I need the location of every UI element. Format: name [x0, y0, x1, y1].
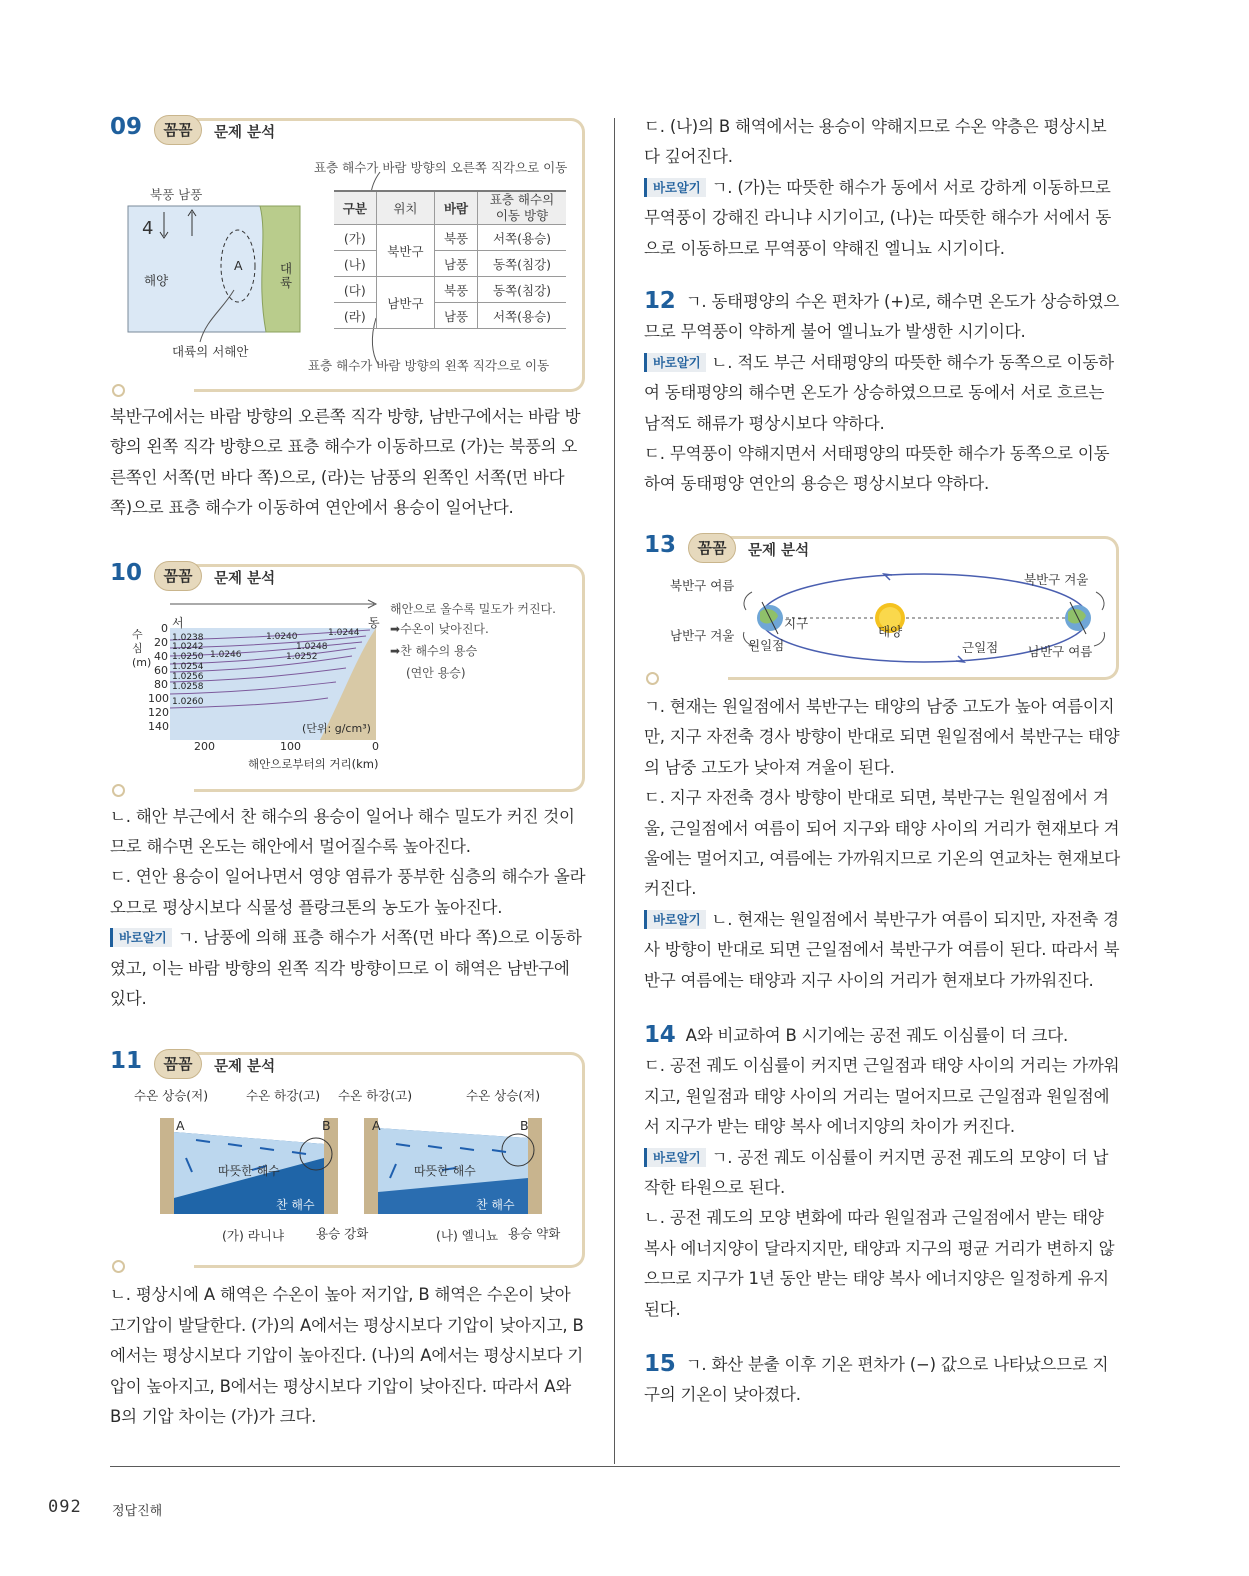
label-temp-rise: 수온 상승(저) [466, 1088, 541, 1104]
isoline-labels-left [172, 634, 204, 709]
page-section-label: 정답진해 [112, 1504, 163, 1519]
table-cell: 남풍 [435, 251, 478, 277]
x-tick: 200 [194, 739, 215, 753]
x-axis-label: 해안으로부터의 거리(km) [248, 756, 379, 771]
q11-analysis-box [110, 1046, 586, 1270]
unit-label: (단위: g/cm³) [302, 721, 371, 735]
q13-analysis-box [644, 530, 1120, 682]
y-ticks [148, 622, 168, 734]
table-cell: 동쪽(침강) [478, 251, 567, 277]
q14-explanation-1 [644, 1020, 1120, 1051]
table-row [334, 303, 566, 329]
right-column [644, 112, 1120, 1411]
perihelion-label: 근일점 [962, 639, 999, 655]
table-cell: (나) [334, 251, 376, 277]
baro-tag: 바로알기 [644, 1148, 706, 1167]
q14-baro-text: ㄱ. 공전 궤도 이심률이 커지면 공전 궤도의 모양이 더 납작한 타원으로 된다. [644, 1147, 1109, 1197]
footer-rule [110, 1466, 1120, 1467]
y-tick: 80 [154, 677, 168, 691]
q09-analysis-box [110, 112, 586, 392]
q14-explanation-3: ㄴ. 공전 궤도의 모양 변화에 따라 원일점과 근일점에서 받는 태양 복사 에너지양이 달라지지만, 태양과 지구의 평균 거리가 변하지 않으므로 지구가 1년 동안 받는 태양 복사 에너지양은 일정하게 유지된다. [644, 1208, 1115, 1319]
box-header [644, 530, 1120, 566]
q10-explanation-1: ㄴ. 해안 부근에서 찬 해수의 용승이 일어나 해수 밀도가 커진 것이므로 해수면 온도는 해안에서 멀어질수록 높아진다. [110, 806, 575, 857]
area-a-label: A [234, 258, 243, 273]
isoline-label: 1.0258 [172, 681, 204, 692]
q14-baro [644, 1143, 1120, 1204]
y-axis-label: 수심(m) [132, 627, 152, 669]
y-tick: 60 [154, 663, 168, 677]
upwelling-map [110, 178, 320, 358]
table-row [334, 251, 566, 277]
isoline-label: 1.0252 [286, 651, 318, 662]
baro-tag: 바로알기 [110, 928, 172, 947]
y-tick: 120 [148, 705, 169, 719]
sh-winter-label: 남반구 겨울 [670, 627, 735, 643]
table-row [334, 225, 566, 251]
note-density: 해안으로 올수록 밀도가 커진다. [390, 601, 556, 616]
column-separator [614, 118, 615, 1464]
table-cell: 동쪽(침강) [478, 277, 567, 303]
label-temp-rise: 수온 상승(저) [134, 1088, 209, 1104]
table-cell: (다) [334, 277, 376, 303]
table-cell: 서쪽(용승) [478, 225, 567, 251]
page-number: 092 [48, 1497, 82, 1517]
question-number: 11 [110, 1048, 143, 1075]
sun-label: 태양 [878, 623, 903, 639]
q10-analysis-box [110, 558, 586, 794]
caption-bottom: 표층 해수가 바람 방향의 왼쪽 직각으로 이동 [308, 358, 550, 373]
wind-label: 북풍 남풍 [150, 187, 203, 202]
arrow-icon: ➡ [390, 621, 401, 636]
nh-summer-label: 북반구 여름 [670, 577, 735, 593]
box-header [110, 1046, 586, 1082]
area-a-label: A [176, 1118, 185, 1134]
isoline-label: 1.0240 [266, 631, 298, 642]
table-cell: 북반구 [376, 225, 434, 277]
elnino-caption: (나) 엘니뇨 [436, 1228, 499, 1244]
kk-badge: 꼼꼼 [154, 1049, 202, 1079]
question-number: 10 [110, 559, 143, 586]
q10-explanation-2: ㄷ. 연안 용승이 일어나면서 영양 염류가 풍부한 심층의 해수가 올라오므로 평상시보다 식물성 플랑크톤의 농도가 높아진다. [110, 867, 586, 917]
q12-explanation-1 [644, 286, 1120, 348]
q11-baro-text: ㄱ. (가)는 따뜻한 해수가 동에서 서로 강하게 이동하므로 무역풍이 강해진 라니냐 시기이고, (나)는 따뜻한 해수가 서에서 동으로 이동하므로 무역풍이 약해진 엘니뇨 시기이다. [644, 177, 1112, 258]
box-header [110, 112, 586, 148]
q13-baro-text: ㄴ. 현재는 원일점에서 북반구가 여름이 되지만, 자전축 경사 방향이 반대로 되면 근일점에서 북반구가 여름이 된다. 따라서 북반구 여름에는 태양과 지구 사이의 거리가 현재보다 가까워진다. [644, 909, 1120, 990]
figure-digit: 4 [142, 218, 154, 239]
box-title: 문제 분석 [748, 542, 810, 559]
ocean-label: 해양 [144, 273, 169, 288]
note-coastal: (연안 용승) [406, 665, 466, 680]
wind-direction-table [334, 190, 566, 329]
q10-baro-text: ㄱ. 남풍에 의해 표층 해수가 서쪽(먼 바다 쪽)으로 이동하였고, 이는 바람 방향의 왼쪽 직각 방향이므로 이 해역은 남반구에 있다. [110, 928, 582, 1009]
area-a-label: A [372, 1118, 381, 1134]
note-upwelling-text: 찬 해수의 용승 [400, 643, 478, 658]
box-title: 문제 분석 [214, 1059, 276, 1076]
table-cell: 북풍 [435, 277, 478, 303]
kk-badge: 꼼꼼 [154, 561, 202, 591]
q13-explanation-2: ㄷ. 지구 자전축 경사 방향이 반대로 되면, 북반구는 원일점에서 겨울, 근일점에서 여름이 되어 지구와 태양 사이의 거리가 현재보다 겨울에는 멀어지고, 여름에는 가까워지므로 기온의 연교차는 현재보다 커진다. [644, 788, 1121, 899]
isoline-label: 1.0260 [172, 697, 204, 708]
q09-explanation: 북반구에서는 바람 방향의 오른쪽 직각 방향, 남반구에서는 바람 방향의 왼쪽 직각 방향으로 표층 해수가 이동하므로 (가)는 북풍의 오른쪽인 서쪽(먼 바다 쪽)으로, (라)는 남풍의 왼쪽인 서쪽(먼 바다 쪽)으로 표층 해수가 이동하여 연안에서 용승이 일어난다. [110, 407, 581, 518]
question-number: 12 [644, 288, 676, 315]
note-temp-text: 수온이 낮아진다. [400, 621, 489, 636]
earth-label: 지구 [784, 615, 809, 631]
box-end-dot [646, 672, 659, 685]
table-header: 바람 [435, 191, 478, 225]
table-cell: 남반구 [376, 277, 434, 329]
table-header: 표층 해수의 이동 방향 [478, 191, 567, 225]
q12-baro-text: ㄴ. 적도 부근 서태평양의 따뜻한 해수가 동쪽으로 이동하여 동태평양의 해수면 온도가 상승하였으므로 동에서 서로 흐르는 남적도 해류가 평상시보다 약하다. [644, 352, 1114, 433]
nh-winter-label: 북반구 겨울 [1024, 571, 1089, 587]
q11-explanation: ㄴ. 평상시에 A 해역은 수온이 높아 저기압, B 해역은 수온이 낮아 고기압이 발달한다. (가)의 A에서는 평상시보다 기압이 낮아지고, B에서는 평상시보다 기압이 높아진다. (나)의 A에서는 평상시보다 기압이 높아지고, B에서는 평상시보다 기압이 낮아진다. 따라서 A와 B의 기압 차이는 (가)가 크다. [110, 1285, 584, 1427]
question-number: 13 [644, 531, 677, 558]
area-b-label: B [322, 1118, 331, 1134]
box-end-dot [112, 1260, 125, 1273]
box-header [110, 558, 586, 594]
table-row [334, 277, 566, 303]
baro-tag: 바로알기 [644, 353, 706, 372]
x-tick: 0 [372, 739, 379, 753]
upwelling-weak-tag: 용승 약화 [508, 1226, 561, 1242]
box-end-dot [112, 784, 125, 797]
q12-baro [644, 348, 1120, 439]
kk-badge: 꼼꼼 [688, 533, 736, 563]
q15-explanation [644, 1349, 1120, 1411]
q13-baro [644, 905, 1120, 996]
isoline-label: 1.0238 [172, 632, 204, 643]
table-header: 구분 [334, 191, 376, 225]
land-label: 대륙 [280, 261, 293, 290]
q14-explanation-2: ㄷ. 공전 궤도 이심률이 커지면 근일점과 태양 사이의 거리는 가까워지고, 원일점과 태양 사이의 거리는 멀어지므로 근일점과 원일점에서 지구가 받는 태양 복사 에너지양의 차이가 커진다. [644, 1056, 1120, 1137]
caption-top: 표층 해수가 바람 방향의 오른쪽 직각으로 이동 [314, 160, 568, 175]
warm-water-label: 따뜻한 해수 [218, 1164, 280, 1179]
isoline-label: 1.0246 [210, 649, 242, 660]
sh-summer-label: 남반구 여름 [1028, 643, 1093, 659]
note-upwelling [390, 642, 477, 659]
q15-text: ㄱ. 화산 분출 이후 기온 편차가 (−) 값으로 나타났으므로 지구의 기온이 낮아졌다. [644, 1355, 1109, 1405]
cold-water-label: 찬 해수 [476, 1198, 515, 1213]
note-temp [390, 620, 489, 637]
table-cell: 북풍 [435, 225, 478, 251]
y-tick: 140 [148, 719, 169, 733]
box-title: 문제 분석 [214, 125, 276, 141]
box-title: 문제 분석 [214, 570, 276, 587]
isoline-label: 1.0248 [296, 641, 328, 652]
baro-tag: 바로알기 [644, 910, 706, 929]
label-temp-fall: 수온 하강(고) [246, 1088, 321, 1104]
label-temp-fall: 수온 하강(고) [338, 1088, 413, 1104]
east-label: 동 [368, 615, 380, 630]
area-b-label: B [520, 1118, 529, 1134]
question-number: 15 [644, 1351, 676, 1377]
aphelion-label: 원일점 [748, 637, 785, 653]
arrow-icon: ➡ [390, 643, 401, 658]
x-tick: 100 [280, 739, 301, 753]
left-column [110, 112, 586, 1433]
y-tick: 0 [161, 621, 168, 635]
isoline-label: 1.0244 [328, 627, 360, 638]
warm-water-label: 따뜻한 해수 [414, 1164, 476, 1179]
question-number: 14 [644, 1021, 676, 1048]
table-cell: 남풍 [435, 303, 478, 329]
isoline-label: 1.0256 [172, 671, 204, 682]
table-cell: 서쪽(용승) [478, 303, 567, 329]
table-cell: (가) [334, 225, 376, 251]
q12-explanation-2: ㄷ. 무역풍이 약해지면서 서태평양의 따뜻한 해수가 동쪽으로 이동하여 동태평양 연안의 용승은 평상시보다 약하다. [644, 444, 1110, 494]
upwelling-strong-tag: 용승 강화 [316, 1226, 369, 1242]
cold-water-label: 찬 해수 [276, 1198, 315, 1213]
y-tick: 40 [154, 649, 168, 663]
isoline-label: 1.0242 [172, 642, 204, 653]
q11-baro [644, 173, 1120, 264]
y-tick: 20 [154, 635, 168, 649]
box-end-dot [112, 384, 125, 397]
q13-explanation-1: ㄱ. 현재는 원일점에서 북반구는 태양의 남중 고도가 높아 여름이지만, 지구 자전축 경사 방향이 반대로 되면 원일점에서 북반구는 태양의 남중 고도가 낮아져 겨울이 된다. [644, 696, 1120, 777]
isoline-label: 1.0250 [172, 652, 204, 663]
kk-badge: 꼼꼼 [154, 115, 202, 145]
y-tick: 100 [148, 691, 169, 705]
q14-text-1: A와 비교하여 B 시기에는 공전 궤도 이심률이 더 크다. [685, 1025, 1069, 1045]
coast-label: 대륙의 서해안 [172, 344, 249, 359]
table-header: 위치 [376, 191, 434, 225]
table-cell: (라) [334, 303, 376, 329]
west-label: 서 [172, 615, 184, 630]
baro-tag: 바로알기 [644, 178, 706, 197]
q12-text-1: ㄱ. 동태평양의 수온 편차가 (+)로, 해수면 온도가 상승하였으므로 무역풍이 약하게 불어 엘니뇨가 발생한 시기이다. [644, 292, 1120, 342]
q10-baro [110, 923, 586, 1014]
q11-explanation-cont: ㄷ. (나)의 B 해역에서는 용승이 약해지므로 수온 약층은 평상시보다 깊어진다. [644, 117, 1107, 167]
lanina-caption: (가) 라니냐 [222, 1228, 285, 1244]
isoline-label: 1.0254 [172, 662, 204, 673]
question-number: 09 [110, 114, 143, 140]
